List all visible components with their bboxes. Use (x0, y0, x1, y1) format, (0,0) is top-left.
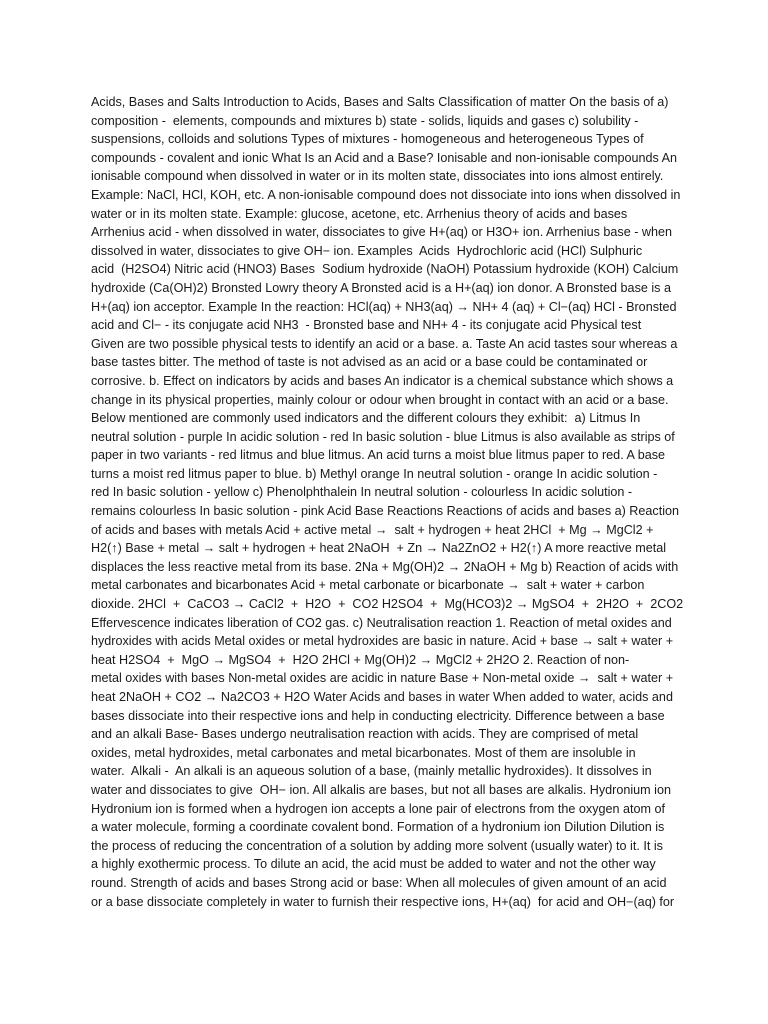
text-line: water or in its molten state. Example: glucose, acetone, etc. Arrhenius theory of acids and bases (91, 206, 628, 221)
text-line: Arrhenius acid - when dissolved in water, dissociates to give H+(aq) or H3O+ ion. Arrhenius base - when (91, 225, 673, 240)
text-line: displaces the less reactive metal from its base. 2Na + Mg(OH)2 → 2NaOH + Mg b) Reaction of acids with (91, 559, 679, 574)
text-line: red In basic solution - yellow c) Phenolphthalein In neutral solution - colourless In acidic solution - (91, 485, 633, 500)
text-line: corrosive. b. Effect on indicators by acids and bases An indicator is a chemical substance which shows a (91, 373, 674, 388)
text-line: heat 2NaOH + CO2 → Na2CO3 + H2O Water Acids and bases in water When added to water, acids and (91, 690, 673, 704)
text-line: acid and Cl− - its conjugate acid NH3 - Bronsted base and NH+ 4 - its conjugate acid Physical test (91, 318, 642, 333)
text-line: heat H2SO4 + MgO → MgSO4 + H2O 2HCl + Mg(OH)2 → MgCl2 + 2H2O 2. Reaction of non- (91, 652, 630, 667)
text-line: water. Alkali - An alkali is an aqueous solution of a base, (mainly metallic hydroxides). It dissolves in (91, 764, 652, 779)
text-line: dioxide. 2HCl + CaCO3 → CaCl2 + H2O + CO2 H2SO4 + Mg(HCO3)2 → MgSO4 + 2H2O + 2CO2 (91, 597, 684, 612)
text-line: Hydronium ion is formed when a hydrogen ion accepts a lone pair of electrons from the oxygen atom of (91, 801, 666, 816)
text-line: H+(aq) ion acceptor. Example In the reaction: HCl(aq) + NH3(aq) → NH+ 4 (aq) + Cl−(aq) HCl - Bronsted (91, 299, 677, 314)
text-line: Below mentioned are commonly used indicators and the different colours they exhibit: a) Litmus In (91, 411, 641, 426)
text-line: hydroxide (Ca(OH)2) Bronsted Lowry theory A Bronsted acid is a H+(aq) ion donor. A Bronsted base is a (91, 280, 671, 295)
text-line: a highly exothermic process. To dilute an acid, the acid must be added to water and not the other way (91, 857, 656, 872)
text-line: hydroxides with acids Metal oxides or metal hydroxides are basic in nature. Acid + base → salt + water + (91, 634, 674, 649)
text-line: or a base dissociate completely in water to furnish their respective ions, H+(aq) for acid and OH−(aq) for (91, 894, 675, 909)
text-line: dissolved in water, dissociates to give OH− ion. Examples Acids Hydrochloric acid (HCl) Sulphuric (91, 243, 643, 258)
text-line: suspensions, colloids and solutions Types of mixtures - homogeneous and heterogeneous Types of (91, 132, 644, 147)
text-line: Given are two possible physical tests to identify an acid or a base. a. Taste An acid tastes sour whereas a (91, 336, 678, 351)
text-line: metal oxides with bases Non-metal oxides are acidic in nature Base + Non-metal oxide → salt + water + (91, 671, 674, 686)
text-line: Effervescence indicates liberation of CO2 gas. c) Neutralisation reaction 1. Reaction of metal oxides and (91, 615, 672, 630)
text-line: ionisable compound when dissolved in water or in its molten state, dissociates into ions almost entirely. (91, 169, 664, 184)
text-line: round. Strength of acids and bases Strong acid or base: When all molecules of given amount of an acid (91, 875, 667, 890)
text-line: paper in two variants - red litmus and blue litmus. An acid turns a moist blue litmus paper to red. A base (91, 448, 666, 463)
text-line: neutral solution - purple In acidic solution - red In basic solution - blue Litmus is also available as strips of (91, 429, 675, 444)
text-line: the process of reducing the concentration of a solution by adding more solvent (usually water) to it. It is (91, 838, 663, 853)
text-line: oxides, metal hydroxides, metal carbonates and metal bicarbonates. Most of them are insoluble in (91, 745, 636, 760)
text-line: change in its physical properties, mainly colour or odour when brought in contact with an acid or a base. (91, 392, 669, 407)
text-line: bases dissociate into their respective ions and help in conducting electricity. Difference between a base (91, 708, 665, 723)
text-line: and an alkali Base- Bases undergo neutralisation reaction with acids. They are comprised of metal (91, 727, 639, 742)
body-text (91, 93, 691, 911)
text-line: metal carbonates and bicarbonates Acid + metal carbonate or bicarbonate → salt + water + carbon (91, 578, 645, 593)
text-line: compounds - covalent and ionic What Is an Acid and a Base? Ionisable and non-ionisable compounds An (91, 150, 677, 165)
text-line: a water molecule, forming a coordinate covalent bond. Formation of a hydronium ion Dilution Dilution is (91, 820, 665, 835)
text-line: water and dissociates to give OH− ion. All alkalis are bases, but not all bases are alkalis. Hydronium ion (91, 782, 671, 797)
text-line: of acids and bases with metals Acid + active metal → salt + hydrogen + heat 2HCl + Mg → MgCl2 + (91, 522, 654, 537)
text-line: remains colourless In basic solution - pink Acid Base Reactions Reactions of acids and bases a) Reaction (91, 504, 680, 519)
text-line: Acids, Bases and Salts Introduction to Acids, Bases and Salts Classification of matter On the basis of a) (91, 95, 669, 109)
text-line: H2(↑) Base + metal → salt + hydrogen + heat 2NaOH + Zn → Na2ZnO2 + H2(↑) A more reactive metal (91, 541, 667, 556)
text-line: composition - elements, compounds and mixtures b) state - solids, liquids and gases c) solubility - (91, 113, 639, 128)
text-line: turns a moist red litmus paper to blue. b) Methyl orange In neutral solution - orange In acidic solution - (91, 466, 658, 481)
text-line: base tastes bitter. The method of taste is not advised as an acid or a base could be contaminated or (91, 355, 648, 370)
text-line: Example: NaCl, HCl, KOH, etc. A non-ionisable compound does not dissociate into ions when dissolved in (91, 187, 681, 202)
text-line: acid (H2SO4) Nitric acid (HNO3) Bases Sodium hydroxide (NaOH) Potassium hydroxide (KOH) Calcium (91, 262, 679, 277)
